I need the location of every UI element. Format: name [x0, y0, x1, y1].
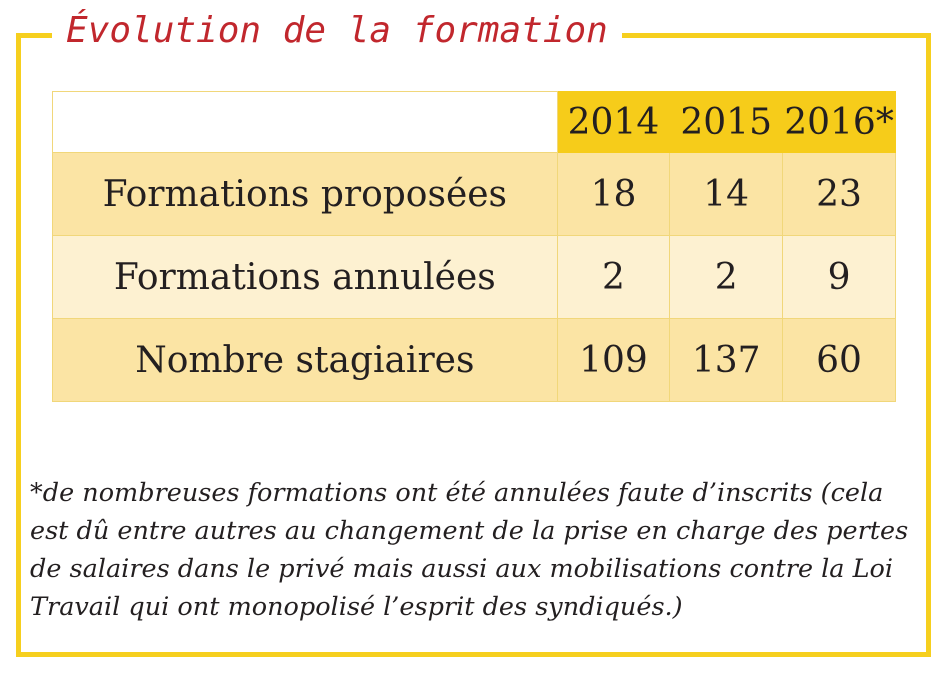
cell-value: 14: [670, 153, 783, 236]
table-row: [53, 319, 896, 402]
header-year-2014: 2014: [557, 92, 670, 153]
row-label: Formations proposées: [53, 153, 558, 236]
header-year-2015: 2015: [670, 92, 783, 153]
cell-value: 2: [670, 236, 783, 319]
cell-value: 2: [557, 236, 670, 319]
table-row: [53, 153, 896, 236]
header-year-2016: 2016*: [783, 92, 896, 153]
section-title: Évolution de la formation: [52, 6, 622, 56]
cell-value: 18: [557, 153, 670, 236]
table-row: [53, 236, 896, 319]
cell-value: 23: [783, 153, 896, 236]
header-empty-cell: [53, 92, 558, 153]
cell-value: 109: [557, 319, 670, 402]
cell-value: 9: [783, 236, 896, 319]
footnote: *de nombreuses formations ont été annulées faute d’inscrits (cela est dû entre autres au changement de la prise en charge des pertes de salaires dans le privé mais aussi aux mobilisations contre la Loi Travail qui ont monopolisé l’esprit des syndiqués.): [30, 477, 909, 622]
cell-value: 60: [783, 319, 896, 402]
training-table: [52, 91, 896, 402]
row-label: Nombre stagiaires: [53, 319, 558, 402]
cell-value: 137: [670, 319, 783, 402]
row-label: Formations annulées: [53, 236, 558, 319]
table-header-row: [53, 92, 896, 153]
